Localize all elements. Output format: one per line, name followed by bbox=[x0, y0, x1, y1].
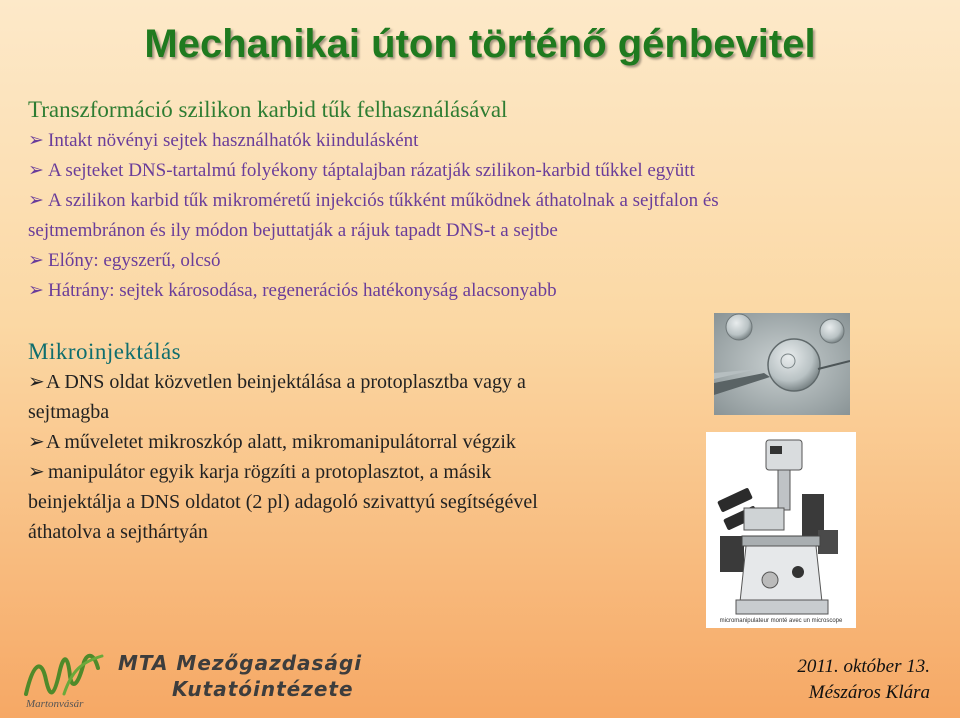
institute-name: MTA Mezőgazdasági Kutatóintézete bbox=[118, 651, 363, 701]
arrow-bullet-icon: ➢ bbox=[28, 130, 44, 151]
microscope-photo bbox=[706, 432, 856, 628]
bullet-item: ➢ A szilikon karbid tűk mikroméretű injekciós tűkként működnek áthatolnak a sejtfalon és bbox=[28, 186, 938, 216]
section1-heading: Transzformáció szilikon karbid tűk felhasználásával bbox=[28, 97, 508, 122]
arrow-bullet-icon: ➢ bbox=[28, 160, 44, 181]
section2-bullets bbox=[28, 367, 698, 547]
footer-date: 2011. október 13. bbox=[797, 656, 930, 677]
bullet-item: ➢ Hátrány: sejtek károsodása, regenerációs hatékonyság alacsonyabb bbox=[28, 276, 938, 306]
microscope-caption: micromanipulateur monté avec un microscope bbox=[719, 618, 843, 624]
arrow-bullet-icon: ➢ bbox=[28, 431, 45, 453]
bullet-continuation: sejtmagba bbox=[28, 401, 110, 423]
arrow-bullet-icon: ➢ bbox=[28, 371, 45, 393]
logo-location: Martonvásár bbox=[26, 698, 84, 710]
arrow-bullet-icon: ➢ bbox=[28, 461, 45, 483]
mtm-logo-icon bbox=[20, 650, 110, 700]
bullet-continuation: sejtmembránon és ily módon bejuttatják a rájuk tapadt DNS-t a sejtbe bbox=[28, 220, 558, 241]
bullet-item: ➢ Előny: egyszerű, olcsó bbox=[28, 246, 938, 276]
arrow-bullet-icon: ➢ bbox=[28, 280, 44, 301]
bullet-item: ➢A DNS oldat közvetlen beinjektálása a protoplasztba vagy a bbox=[28, 367, 698, 397]
bullet-continuation: beinjektálja a DNS oldatot (2 pl) adagoló szivattyú segítségével bbox=[28, 491, 538, 513]
institute-logo bbox=[20, 650, 110, 712]
bullet-item: ➢ Intakt növényi sejtek használhatók kiindulásként bbox=[28, 126, 938, 156]
slide-title: Mechanikai úton történő génbevitel bbox=[144, 22, 816, 66]
bullet-item: ➢ A sejteket DNS-tartalmú folyékony táptalajban rázatják szilikon-karbid tűkkel együtt bbox=[28, 156, 938, 186]
bullet-continuation: áthatolva a sejthártyán bbox=[28, 521, 208, 543]
microinjection-photo bbox=[714, 313, 850, 415]
footer-author: Mészáros Klára bbox=[808, 682, 930, 703]
arrow-bullet-icon: ➢ bbox=[28, 250, 44, 271]
bullet-item: ➢ manipulátor egyik karja rögzíti a protoplasztot, a másik bbox=[28, 457, 698, 487]
arrow-bullet-icon: ➢ bbox=[28, 190, 44, 211]
section1-bullets bbox=[28, 126, 938, 306]
section2-heading: Mikroinjektálás bbox=[28, 339, 182, 364]
bullet-item: ➢A műveletet mikroszkóp alatt, mikromanipulátorral végzik bbox=[28, 427, 698, 457]
